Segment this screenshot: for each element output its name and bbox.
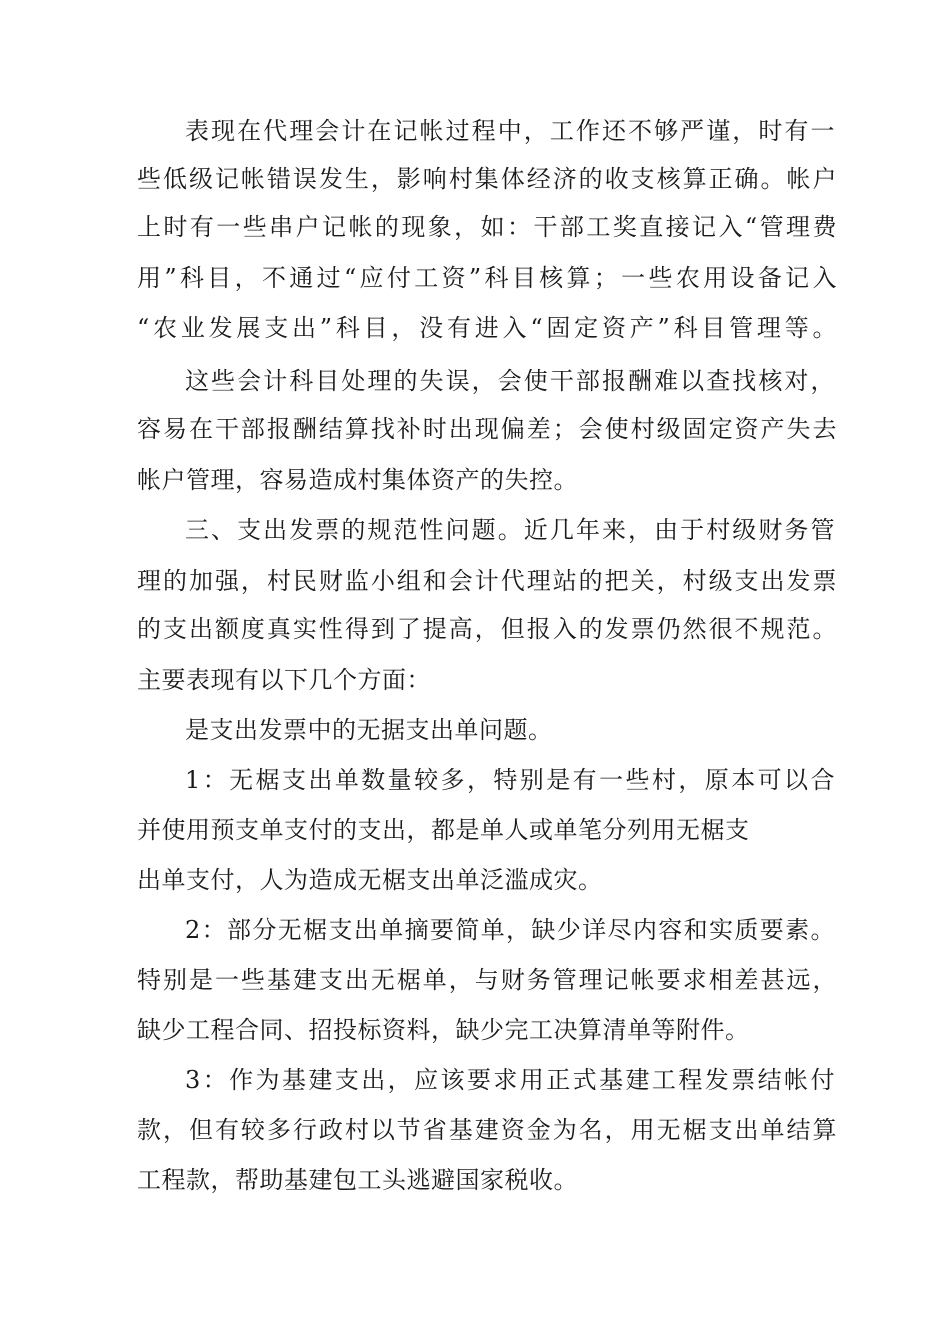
text-line: 些低级记帐错误发生，影响村集体经济的收支核算正确。帐户 — [137, 165, 837, 193]
text-line: 1：无椐支出单数量较多，特别是有一些村，原本可以合 — [185, 766, 835, 794]
text-line: 2：部分无椐支出单摘要简单，缺少详尽内容和实质要素。 — [185, 916, 835, 944]
text-line: 这些会计科目处理的失误，会使干部报酬难以查找核对， — [185, 367, 835, 395]
text-line: 理的加强，村民财监小组和会计代理站的把关，村级支出发票 — [137, 567, 837, 595]
text-line: 表现在代理会计在记帐过程中，工作还不够严谨，时有一 — [185, 117, 835, 145]
text-line: 3：作为基建支出，应该要求用正式基建工程发票结帐付 — [185, 1066, 835, 1094]
text-line: 三、支出发票的规范性问题。近几年来，由于村级财务管 — [185, 516, 835, 544]
text-line: 工程款，帮助基建包工头逃避国家税收。 — [137, 1166, 578, 1194]
text-line: 特别是一些基建支出无椐单，与财务管理记帐要求相差甚远， — [137, 966, 837, 994]
text-line: 并使用预支单支付的支出，都是单人或单笔分列用无椐支 — [137, 816, 750, 844]
text-line: “农业发展支出”科目，没有进入“固定资产”科目管理等。 — [137, 314, 837, 342]
text-line: 容易在干部报酬结算找补时出现偏差；会使村级固定资产失去 — [137, 415, 837, 443]
text-line: 主要表现有以下几个方面： — [137, 666, 431, 694]
text-line: 用”科目，不通过“应付工资”科目核算；一些农用设备记入 — [137, 264, 837, 292]
text-line: 的支出额度真实性得到了提高，但报入的发票仍然很不规范。 — [137, 615, 837, 643]
text-line: 缺少工程合同、招投标资料，缺少完工决算清单等附件。 — [137, 1016, 750, 1044]
text-line: 款，但有较多行政村以节省基建资金为名，用无椐支出单结算 — [137, 1116, 837, 1144]
text-line: 是支出发票中的无据支出单问题。 — [185, 716, 553, 744]
text-line: 帐户管理，容易造成村集体资产的失控。 — [137, 466, 578, 494]
text-line: 出单支付，人为造成无椐支出单泛滥成灾。 — [137, 866, 603, 894]
text-line: 上时有一些串户记帐的现象，如：干部工奖直接记入“管理费 — [137, 213, 837, 241]
